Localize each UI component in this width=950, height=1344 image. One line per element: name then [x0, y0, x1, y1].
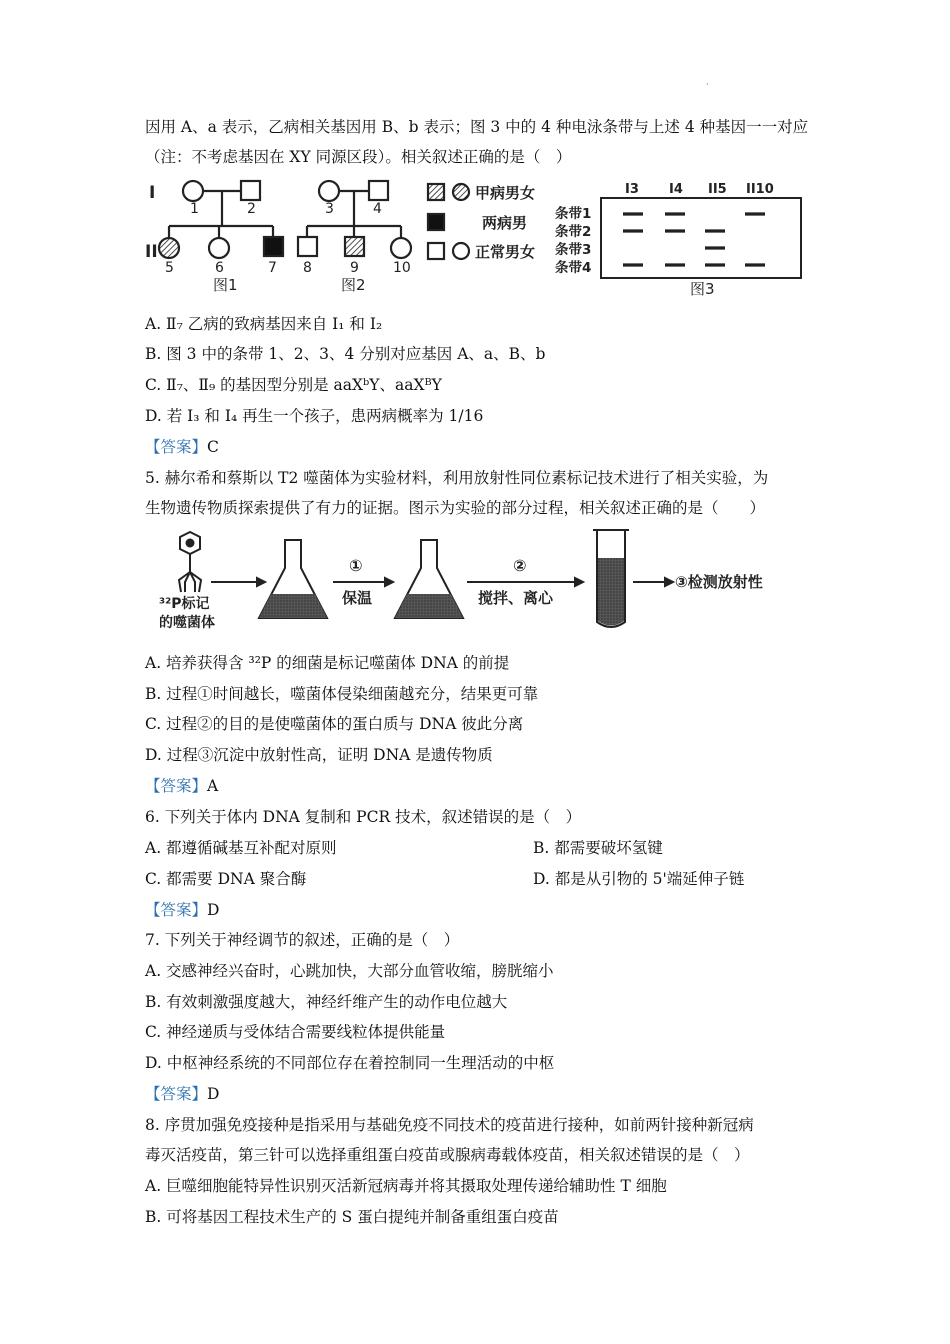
q4-answer	[145, 437, 219, 457]
q8-stem-line-2: 毒灭活疫苗，第三针可以选择重组蛋白疫苗或腺病毒载体疫苗，相关叙述错误的是（ ）	[145, 1146, 750, 1164]
q5-answer	[145, 776, 218, 796]
svg-text:4: 4	[373, 201, 382, 217]
step2-number: ②	[513, 556, 527, 575]
q5-stem-line-2: 生物遗传物质探索提供了有力的证据。图示为实验的部分过程，相关叙述正确的是（ ）	[145, 499, 766, 517]
answer-label: 【答案】	[145, 901, 208, 919]
svg-text:1: 1	[190, 201, 199, 217]
svg-text:9: 9	[350, 260, 359, 276]
answer-value: D	[207, 901, 220, 919]
phage-experiment-figure	[145, 528, 800, 636]
person-1-female-normal	[183, 181, 203, 201]
phage-label-line-1: ³²P标记	[159, 596, 210, 612]
q6-options-row-2	[145, 869, 306, 889]
q4-option-b: B. 图 3 中的条带 1、2、3、4 分别对应基因 A、a、B、b	[145, 345, 546, 363]
phage-label-line-2: 的噬菌体	[159, 615, 215, 631]
q6-answer	[145, 900, 219, 920]
fig1-caption: 图1	[213, 276, 238, 294]
band-label-4: 条带4	[555, 260, 592, 276]
q4-option-d: D. 若 I₃ 和 I₄ 再生一个孩子，患两病概率为 1/16	[145, 407, 484, 425]
q4-option-c: C. Ⅱ₇、Ⅱ₉ 的基因型分别是 aaXᵇY、aaXᴮY	[145, 376, 442, 394]
q7-option-a: A. 交感神经兴奋时，心跳加快，大部分血管收缩，膀胱缩小	[145, 962, 554, 980]
answer-label: 【答案】	[145, 438, 208, 456]
legend-white-circle	[453, 243, 469, 259]
person-3-female-normal	[319, 181, 339, 201]
lane-label-II5: II5	[708, 182, 727, 197]
answer-value: D	[207, 1085, 220, 1103]
legend-both-diseases: 两病男	[482, 214, 528, 232]
q8-option-a: A. 巨噬细胞能特异性识别灭活新冠病毒并将其摄取处理传递给辅助性 T 细胞	[145, 1177, 667, 1195]
band-label-1: 条带1	[555, 206, 592, 222]
svg-text:10: 10	[393, 260, 411, 276]
fig2-caption: 图2	[341, 276, 366, 294]
q6-options-row-1	[145, 838, 337, 858]
q4-option-a: A. Ⅱ₇ 乙病的致病基因来自 I₁ 和 I₂	[145, 315, 383, 333]
q7-option-b: B. 有效刺激强度越大，神经纤维产生的动作电位越大	[145, 993, 508, 1011]
lane-label-I4: I4	[669, 182, 683, 197]
person-5-female-disease-a	[159, 238, 179, 258]
q5-option-b: B. 过程①时间越长，噬菌体侵染细菌越充分，结果更可靠	[145, 685, 539, 703]
legend-hatched-square	[428, 184, 444, 200]
lane-label-I3: I3	[625, 182, 639, 197]
answer-label: 【答案】	[145, 777, 208, 795]
step3-text: ③检测放射性	[675, 573, 763, 591]
svg-text:5: 5	[165, 260, 174, 276]
band-label-2: 条带2	[555, 224, 592, 240]
band-label-3: 条带3	[555, 242, 592, 258]
legend-black-square	[428, 214, 444, 230]
q6-option-b: B. 都需要破坏氢键	[533, 839, 663, 857]
answer-value: C	[207, 438, 219, 456]
legend-white-square	[428, 243, 444, 259]
q7-answer	[145, 1084, 219, 1104]
scan-mark: ʻ	[706, 82, 709, 91]
person-6-female-normal	[209, 238, 229, 258]
q7-option-d: D. 中枢神经系统的不同部位存在着控制同一生理活动的中枢	[145, 1054, 555, 1072]
gen-label-2: II	[145, 242, 158, 262]
q6-option-c: C. 都需要 DNA 聚合酶	[145, 870, 307, 888]
q8-option-b: B. 可将基因工程技术生产的 S 蛋白提纯并制备重组蛋白疫苗	[145, 1208, 559, 1226]
q5-stem-line-1: 5. 赫尔希和蔡斯以 T2 噬菌体为实验材料，利用放射性同位素标记技术进行了相关实验，为	[145, 469, 769, 487]
step1-number: ①	[349, 556, 363, 575]
lane-label-II10: II10	[746, 182, 774, 197]
q8-stem-line-1: 8. 序贯加强免疫接种是指采用与基础免疫不同技术的疫苗进行接种，如前两针接种新冠病	[145, 1116, 754, 1134]
q5-option-a: A. 培养获得含 ³²P 的细菌是标记噬菌体 DNA 的前提	[145, 654, 510, 672]
q6-option-a: A. 都遵循碱基互补配对原则	[145, 839, 337, 857]
legend-disease-a: 甲病男女	[475, 184, 536, 202]
svg-text:8: 8	[303, 260, 312, 276]
step1-text: 保温	[342, 589, 373, 607]
fig3-caption: 图3	[690, 280, 715, 298]
person-8-male-normal	[298, 237, 317, 256]
q6-stem: 6. 下列关于体内 DNA 复制和 PCR 技术，叙述错误的是（ ）	[145, 808, 582, 826]
intro-line-2: （注：不考虑基因在 XY 同源区段）。相关叙述正确的是（ ）	[145, 148, 572, 166]
q5-option-c: C. 过程②的目的是使噬菌体的蛋白质与 DNA 彼此分离	[145, 715, 524, 733]
q6-option-d: D. 都是从引物的 5'端延伸子链	[533, 870, 745, 888]
legend-normal: 正常男女	[475, 243, 536, 261]
step2-text: 搅拌、离心	[478, 589, 554, 607]
gen-label-1: I	[149, 183, 156, 203]
legend-hatched-circle	[453, 184, 469, 200]
intro-line-1: 因用 A、a 表示，乙病相关基因用 B、b 表示；图 3 中的 4 种电泳条带与上述 4 种基因一一对应	[145, 118, 809, 136]
person-7-male-both	[264, 237, 283, 256]
q7-option-c: C. 神经递质与受体结合需要线粒体提供能量	[145, 1023, 446, 1041]
q7-stem: 7. 下列关于神经调节的叙述，正确的是（ ）	[145, 931, 460, 949]
answer-value: A	[207, 777, 219, 795]
pedigree-figure	[145, 172, 805, 300]
svg-text:3: 3	[325, 201, 334, 217]
svg-text:2: 2	[247, 201, 256, 217]
person-4-male-normal	[369, 181, 388, 200]
person-9-male-disease-a	[345, 237, 364, 256]
svg-text:6: 6	[215, 260, 224, 276]
person-2-male-normal	[241, 181, 260, 200]
person-10-female-normal	[391, 238, 411, 258]
q5-option-d: D. 过程③沉淀中放射性高，证明 DNA 是遗传物质	[145, 746, 493, 764]
answer-label: 【答案】	[145, 1085, 208, 1103]
svg-text:7: 7	[268, 260, 277, 276]
